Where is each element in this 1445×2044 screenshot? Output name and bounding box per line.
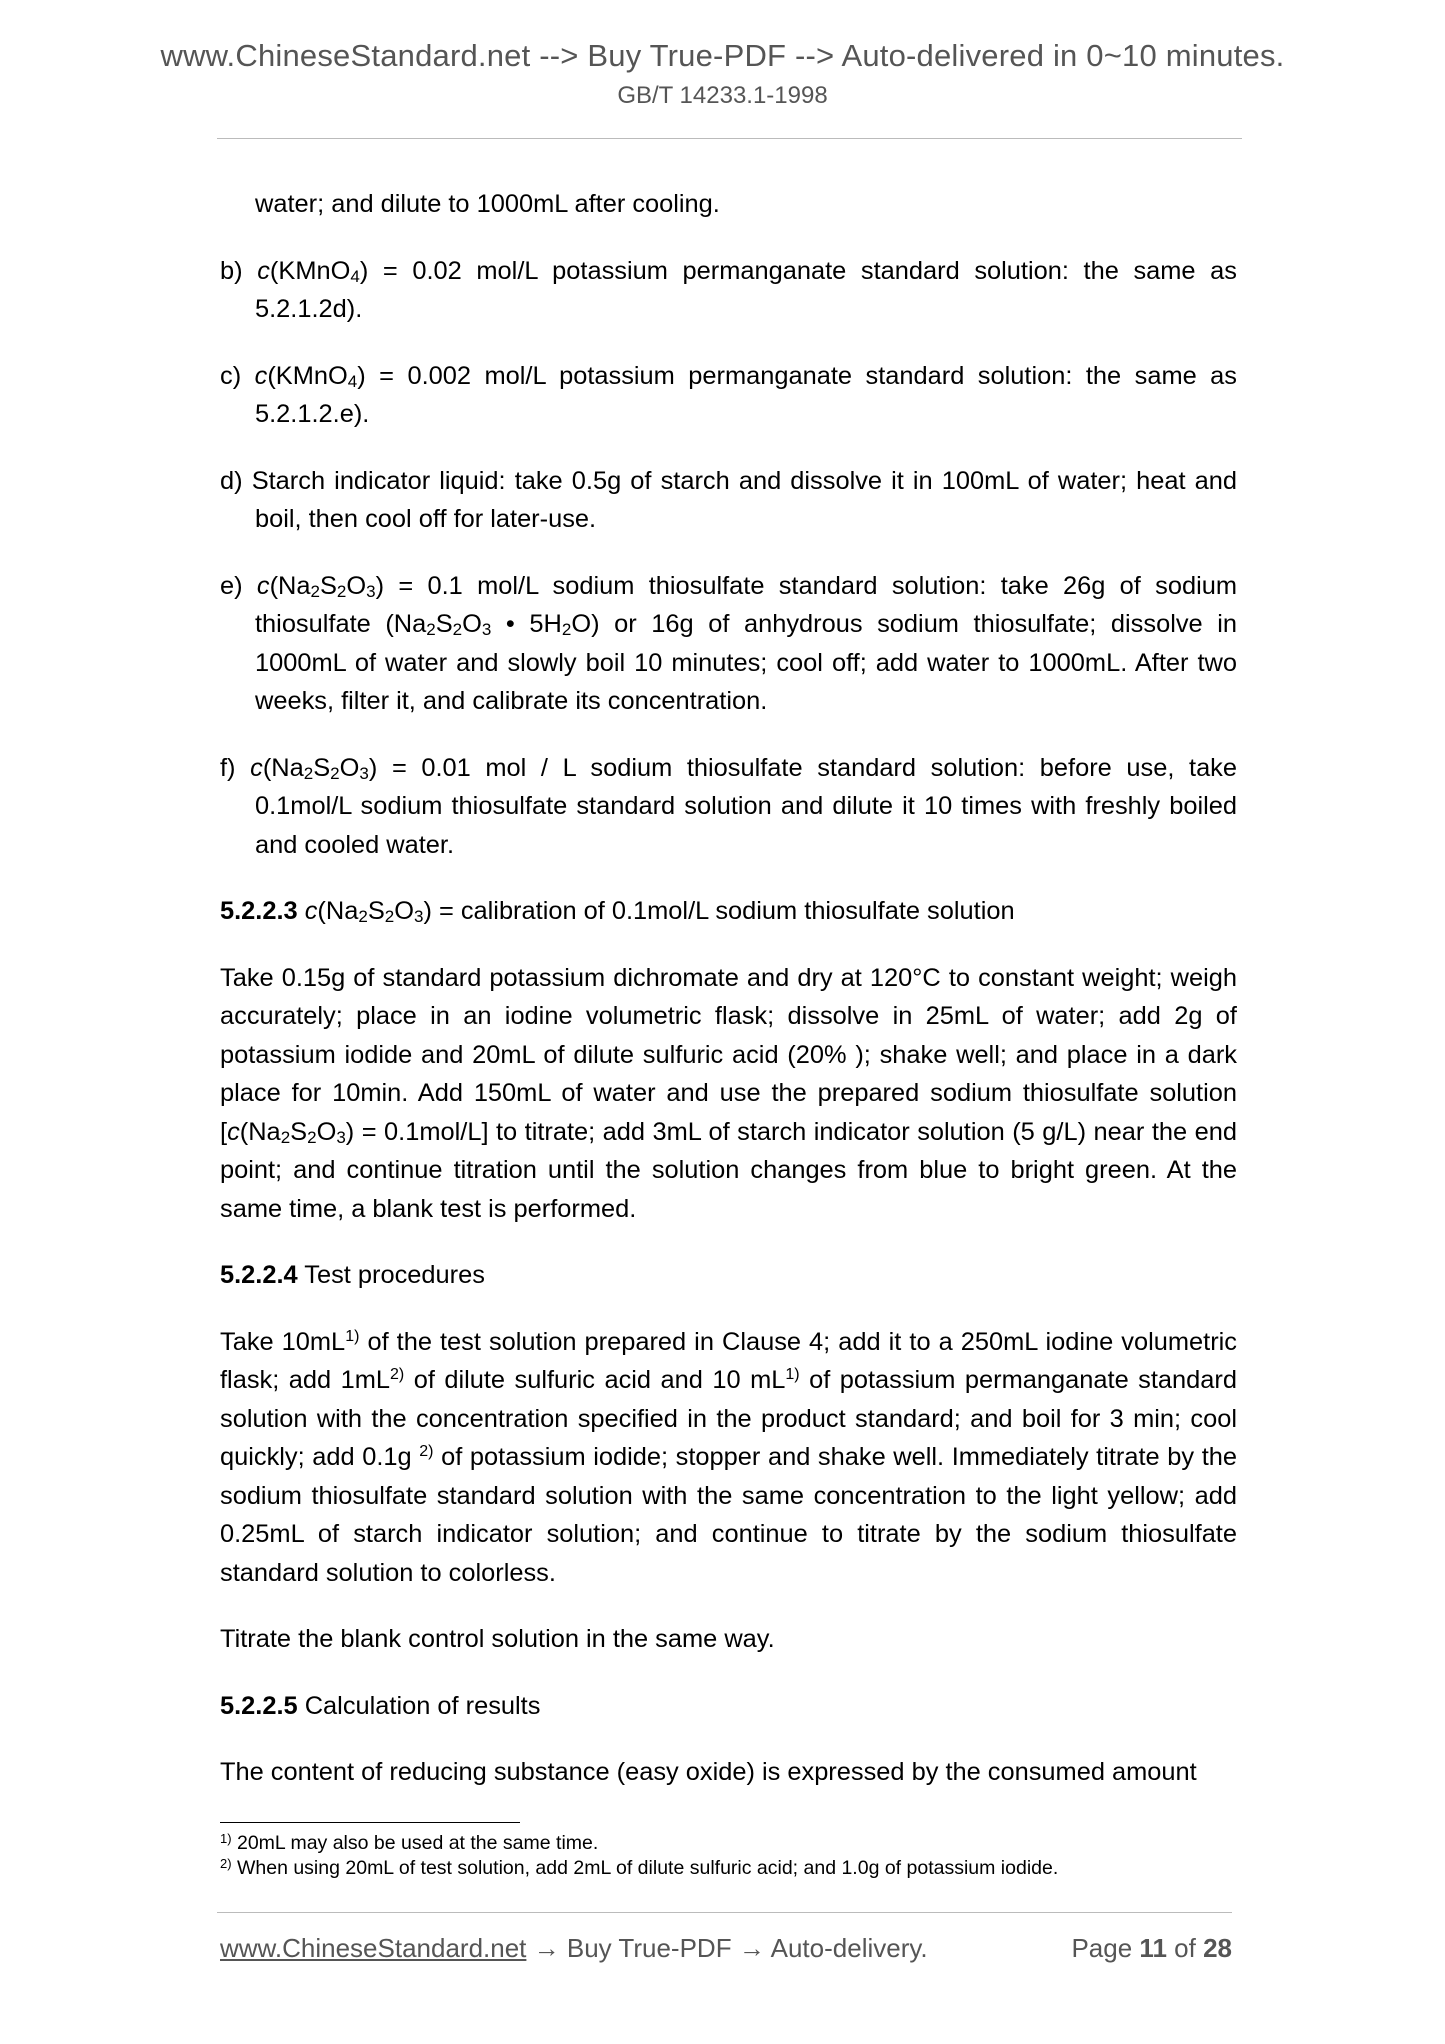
clause-heading-5224: 5.2.2.4 Test procedures [220,1261,485,1289]
calibration-paragraph: Take 0.15g of standard potassium dichromate and dry at 120°C to constant weight; weigh accurately; place in an iodine volumetric flask; dissolve in 25mL of water; add 2g of potassium iodide and 20mL of dilute sulfuric acid (20% ); shake well; and place in a dark place for 10min. Add 150mL of water and use the prepared sodium thiosulfate solution $[c(Na_2S_2O_3) = 0.1mol/L]$ to titrate; add 3mL of starch indicator solution (5 g/L) near the end point; and continue titration until the solution changes from blue to bright green. At the same time, a blank test is performed. [220,963,1237,1223]
current-page: 11 [1139,1933,1167,1963]
footnotes [220,1831,1058,1880]
document-body [220,185,1237,1792]
footnote-ref-2[interactable]: 2) [419,1443,434,1460]
header-divider [217,138,1242,139]
buy-true-pdf-text: Buy True-PDF [566,1933,732,1963]
procedure-paragraph: Take $10mL^{1)}$ of the test solution prepared in Clause 4; add it to a 250mL iodine volumetric flask; add $1mL^{2)}$ of dilute sulfuric acid and 10 $mL^{1)}$ of potassium permanganate standard solution with the concentration specified in the product standard; and boil for 3 min; cool quickly; add 0.1g $^{2)}$ of potassium iodide; stopper and shake well. Immediately titrate by the sodium thiosulfate standard solution with the same concentration to the light yellow; add 0.25mL of starch indicator solution; and continue to titrate by the sodium thiosulfate standard solution to colorless. [220,1327,1238,1587]
footnote-ref-1[interactable]: 1) [785,1366,800,1383]
site-link[interactable]: www.ChineseStandard.net [220,1933,527,1963]
page-header [0,38,1445,110]
footnote-ref-2[interactable]: 2) [389,1366,405,1383]
footnote-ref-1[interactable]: 1) [345,1327,360,1345]
header-site-line: www.ChineseStandard.net --> Buy True-PDF --> Auto-delivered in 0~10 minutes. [160,38,1285,73]
total-pages: 28 [1203,1933,1232,1963]
continued-text: water; and dilute to 1000mL after cooling. [255,190,720,218]
arrow-right-icon: → [738,1933,765,1963]
footer-divider [217,1912,1232,1913]
arrow-right-icon: → [533,1933,560,1963]
page-footer [220,1933,1232,1964]
clause-heading-5223: 5.2.2.3 $c(Na_2S_2O_3)$ = calibration of 0.1mol/L sodium thiosulfate solution [220,897,1015,926]
list-item-e: e) $c(Na_2S_2O_3) = 0.1$ mol/L sodium thiosulfate standard solution: take 26g of sodium thiosulfate ($Na_2S_2O_3$ • $5H_2O$) or 16g of anhydrous sodium thiosulfate; dissolve in 1000mL of water and slowly boil 10 minutes; cool off; add water to 1000mL. After two weeks, filter it, and calibrate its concentration. [220,571,1237,715]
list-item-d: d) Starch indicator liquid: take 0.5g of starch and dissolve it in 100mL of water; heat and boil, then cool off for later-use. [220,466,1237,533]
list-item-c: c) c(KMnO$_4$) = 0.002 mol/L potassium permanganate standard solution: the same as 5.2.1.2.e). [220,361,1238,428]
result-paragraph: The content of reducing substance (easy oxide) is expressed by the consumed amount [220,1758,1197,1786]
blank-control-paragraph: Titrate the blank control solution in the same way. [220,1625,775,1653]
footnote-divider [220,1822,520,1823]
standard-code: GB/T 14233.1-1998 [617,82,828,109]
list-item-b: b) c(KMnO$_4$) = 0.02 mol/L potassium permanganate standard solution: the same as 5.2.1.2d). [220,256,1237,323]
list-item-f: f) $c(Na_2S_2O_3) = 0.01$ mol / L sodium thiosulfate standard solution: before use, take 0.1mol/L sodium thiosulfate standard solution and dilute it 10 times with freshly boiled and cooled water. [220,753,1238,859]
footnote-2: $^{2)}$ When using 20mL of test solution, add 2mL of dilute sulfuric acid; and 1.0g of potassium iodide. [220,1855,1059,1879]
auto-delivery-text: Auto-delivery. [770,1933,928,1963]
page-indicator: Page 11 of 28 [1071,1933,1232,1963]
footnote-1: $^{1)}$ 20mL may also be used at the same time. [220,1831,599,1854]
clause-heading-5225: 5.2.2.5 Calculation of results [220,1691,541,1720]
